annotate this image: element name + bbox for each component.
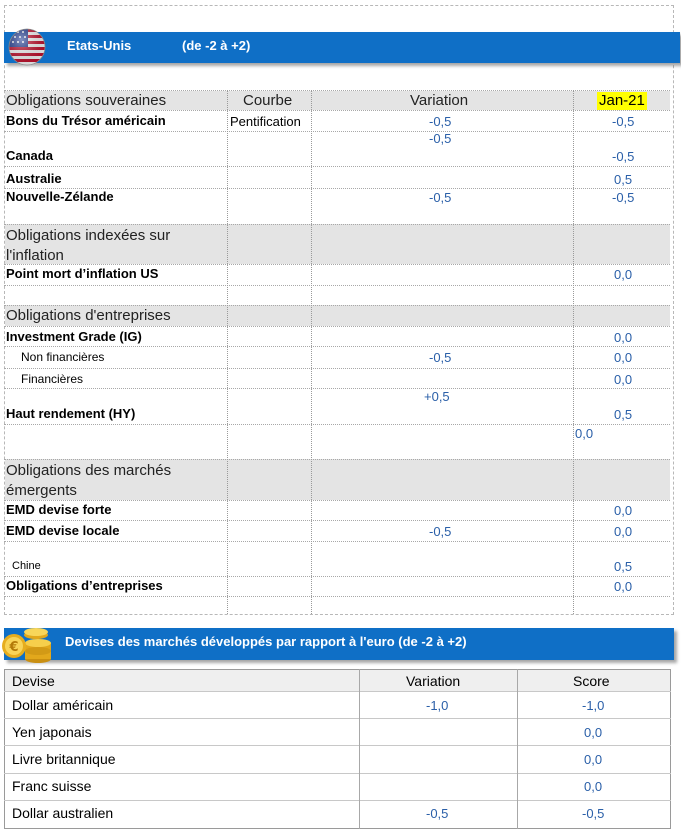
- us-flag-icon: [6, 27, 48, 67]
- grid-line: [227, 90, 228, 614]
- variation-value: -0,5: [429, 350, 452, 365]
- section-range: (de -2 à +2): [182, 38, 251, 53]
- grid-line: [4, 424, 670, 425]
- fx-row-score: 0,0: [584, 752, 603, 767]
- column-header-variation: Variation: [410, 92, 469, 109]
- column-header-category: Obligations souveraines: [6, 92, 167, 109]
- row-label-financial: Financières: [21, 372, 84, 386]
- row-label-investment-grade: Investment Grade (IG): [6, 329, 142, 344]
- row-label-em-corporate: Obligations d’entreprises: [6, 578, 163, 593]
- section-heading-corporate: Obligations d'entreprises: [6, 307, 171, 324]
- curve-value: Pentification: [230, 114, 301, 129]
- fx-table-header-band: [5, 670, 670, 691]
- score-value: 0,5: [614, 407, 633, 422]
- grid-line: [4, 773, 671, 774]
- row-label-new-zealand: Nouvelle-Zélande: [6, 189, 114, 204]
- score-value: 0,0: [614, 267, 633, 282]
- grid-line: [4, 541, 670, 542]
- grid-line: [4, 596, 670, 597]
- us-section-banner: [4, 32, 680, 63]
- grid-line: [4, 576, 670, 577]
- row-label-australia: Australie: [6, 171, 62, 186]
- score-value: 0,0: [614, 579, 633, 594]
- grid-line: [573, 90, 574, 614]
- section-heading-indexed: Obligations indexées sur l'inflation: [6, 227, 171, 264]
- fx-row-currency: Yen japonais: [12, 724, 92, 740]
- score-value: 0,0: [614, 524, 633, 539]
- svg-text:€: €: [9, 640, 19, 655]
- fx-section-banner: [4, 628, 674, 660]
- grid-line: [4, 459, 670, 460]
- score-value: 0,0: [614, 350, 633, 365]
- row-label-non-financial: Non financières: [21, 350, 105, 364]
- score-value: -0,5: [612, 149, 635, 164]
- row-label-emd-local: EMD devise locale: [6, 523, 120, 538]
- row-label-high-yield: Haut rendement (HY): [6, 406, 136, 421]
- section-title: Etats-Unis: [67, 38, 132, 53]
- section-heading-emerging: Obligations des marchés émergents: [6, 462, 172, 499]
- score-value: 0,5: [614, 172, 633, 187]
- grid-line: [4, 745, 671, 746]
- grid-line: [359, 669, 360, 829]
- variation-value: -0,5: [429, 114, 452, 129]
- grid-line: [4, 800, 671, 801]
- fx-row-score: 0,0: [584, 779, 603, 794]
- grid-line: [4, 305, 670, 306]
- row-label-emd-hard: EMD devise forte: [6, 502, 112, 517]
- grid-line: [4, 166, 670, 167]
- fx-column-header-currency: Devise: [12, 673, 55, 689]
- score-value: 0,0: [575, 426, 594, 441]
- variation-value: -0,5: [429, 524, 452, 539]
- row-label-breakeven: Point mort d’inflation US: [6, 266, 159, 281]
- grid-line: [4, 346, 670, 347]
- column-header-curve: Courbe: [243, 92, 293, 109]
- fx-row-currency: Franc suisse: [12, 778, 92, 794]
- grid-line: [4, 520, 670, 521]
- score-value: 0,5: [614, 559, 633, 574]
- score-value: 0,0: [614, 330, 633, 345]
- score-value: -0,5: [612, 114, 635, 129]
- row-label-canada: Canada: [6, 148, 53, 163]
- score-value: -0,5: [612, 190, 635, 205]
- grid-line: [311, 90, 312, 614]
- grid-line: [4, 691, 671, 692]
- grid-line: [4, 131, 670, 132]
- fx-row-currency: Dollar australien: [12, 805, 114, 821]
- fx-row-score: -0,5: [582, 806, 605, 821]
- fx-row-score: -1,0: [582, 698, 605, 713]
- fx-row-currency: Dollar américain: [12, 697, 114, 713]
- score-value: 0,0: [614, 372, 633, 387]
- fx-row-score: 0,0: [584, 725, 603, 740]
- row-label-us-treasury: Bons du Trésor américain: [6, 113, 166, 128]
- fx-column-header-variation: Variation: [406, 673, 461, 689]
- row-label-china: Chine: [12, 560, 41, 572]
- variation-value: -0,5: [429, 131, 452, 146]
- grid-line: [4, 285, 670, 286]
- column-header-score: Jan-21: [599, 92, 645, 109]
- variation-value: -0,5: [429, 190, 452, 205]
- grid-line: [4, 224, 670, 225]
- grid-line: [4, 718, 671, 719]
- score-value: 0,0: [614, 503, 633, 518]
- fx-row-currency: Livre britannique: [12, 751, 116, 767]
- fx-column-header-score: Score: [573, 673, 610, 689]
- grid-line: [4, 90, 670, 91]
- fx-row-variation: -1,0: [426, 698, 449, 713]
- variation-value: +0,5: [424, 389, 450, 404]
- grid-line: [517, 669, 518, 829]
- grid-line: [4, 368, 670, 369]
- fx-section-title: Devises des marchés développés par rapport à l'euro (de -2 à +2): [65, 634, 467, 649]
- euro-coins-icon: [0, 622, 56, 666]
- grid-line: [4, 388, 670, 389]
- fx-row-variation: -0,5: [426, 806, 449, 821]
- grid-line: [4, 110, 670, 111]
- grid-line: [4, 326, 670, 327]
